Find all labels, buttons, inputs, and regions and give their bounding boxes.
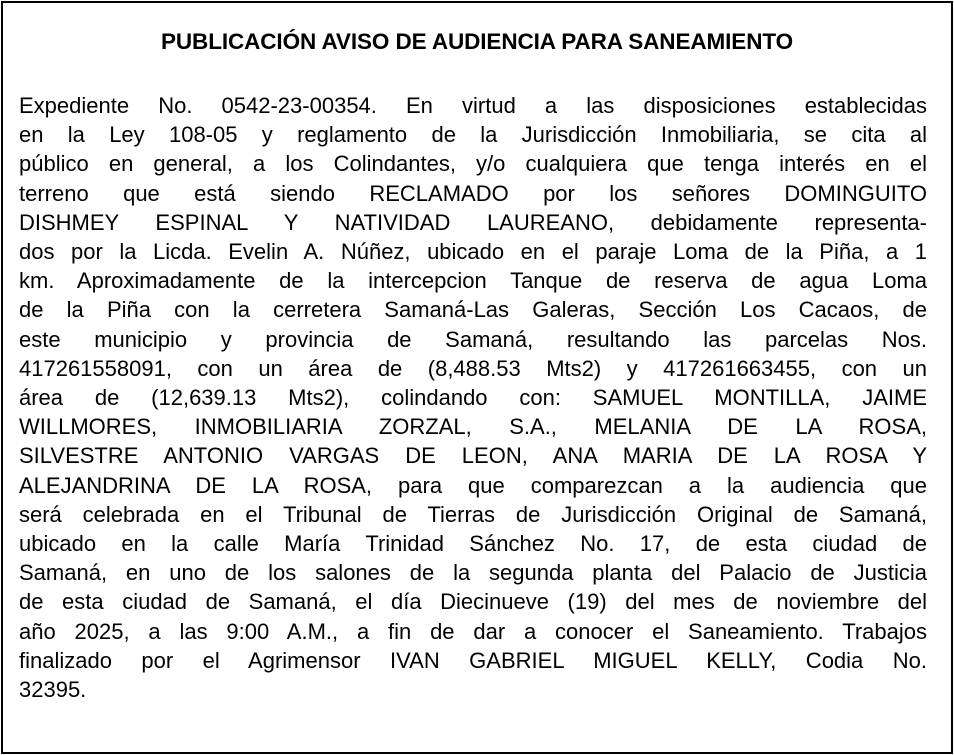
body-line: ubicado en la calle María Trinidad Sánchez No. 17, de esta ciudad de (19, 531, 927, 557)
body-line: ALEJANDRINA DE LA ROSA, para que comparezcan a la audiencia que (19, 472, 927, 498)
body-line: SILVESTRE ANTONIO VARGAS DE LEON, ANA MARIA DE LA ROSA Y (19, 443, 927, 469)
body-line: de la Piña con la cerretera Samaná-Las Galeras, Sección Los Cacaos, de (19, 297, 927, 323)
body-line: este municipio y provincia de Samaná, resultando las parcelas Nos. (19, 326, 927, 352)
notice-title: PUBLICACIÓN AVISO DE AUDIENCIA PARA SANEAMIENTO (160, 29, 793, 54)
body-line: DISHMEY ESPINAL Y NATIVIDAD LAUREANO, debidamente representa- (19, 209, 927, 235)
notice-body (19, 91, 927, 704)
body-line: público en general, a los Colindantes, y/o cualquiera que tenga interés en el (19, 151, 927, 177)
body-line: WILLMORES, INMOBILIARIA ZORZAL, S.A., MELANIA DE LA ROSA, (19, 414, 927, 440)
body-line: dos por la Licda. Evelin A. Núñez, ubicado en el paraje Loma de la Piña, a 1 (19, 239, 927, 265)
body-line: en la Ley 108-05 y reglamento de la Jurisdicción Inmobiliaria, se cita al (19, 122, 927, 148)
body-line: área de (12,639.13 Mts2), colindando con: SAMUEL MONTILLA, JAIME (19, 385, 927, 411)
body-line: terreno que está siendo RECLAMADO por los señores DOMINGUITO (19, 180, 927, 206)
body-line: Samaná, en uno de los salones de la segunda planta del Palacio de Justicia (19, 560, 927, 586)
body-line: finalizado por el Agrimensor IVAN GABRIEL MIGUEL KELLY, Codia No. (19, 647, 927, 673)
body-line-last: 32395. (19, 677, 87, 703)
body-line: año 2025, a las 9:00 A.M., a fin de dar a conocer el Saneamiento. Trabajos (19, 618, 927, 644)
body-line: Expediente No. 0542-23-00354. En virtud a las disposiciones establecidas (19, 93, 927, 118)
body-line: de esta ciudad de Samaná, el día Diecinueve (19) del mes de noviembre del (19, 589, 927, 615)
body-line: será celebrada en el Tribunal de Tierras de Jurisdicción Original de Samaná, (19, 501, 927, 527)
body-line: km. Aproximadamente de la intercepcion Tanque de reserva de agua Loma (19, 268, 927, 294)
body-line: 417261558091, con un área de (8,488.53 Mts2) y 417261663455, con un (19, 355, 927, 381)
